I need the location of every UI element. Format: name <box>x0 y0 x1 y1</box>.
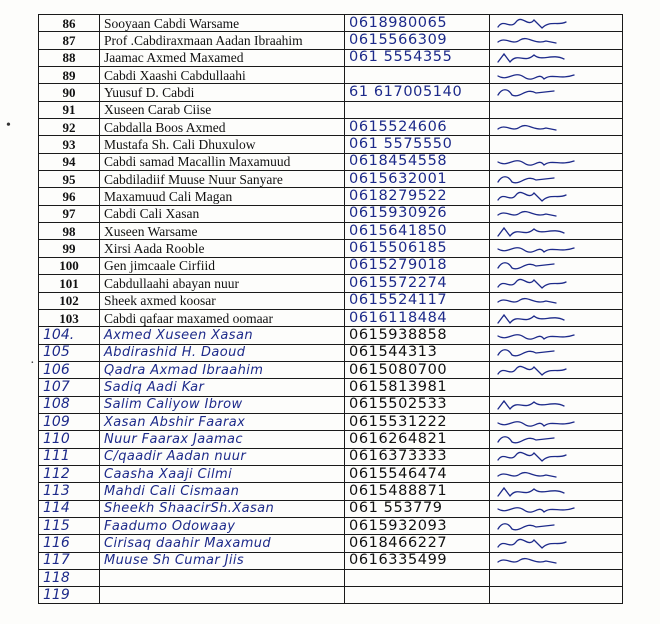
phone-number: 061 553779 <box>345 500 490 517</box>
member-name: Cabdi Xaashi Cabdullaahi <box>100 67 345 84</box>
phone-number: 0615938858 <box>345 327 490 344</box>
signature-scribble <box>494 519 604 534</box>
row-number: 107 <box>39 379 100 396</box>
table-row <box>39 361 623 378</box>
attendance-table <box>38 14 623 604</box>
margin-mark: • <box>6 118 11 133</box>
signature-cell <box>490 49 623 66</box>
signature-cell <box>490 240 623 257</box>
row-number: 95 <box>39 171 100 188</box>
member-name: Mustafa Sh. Cali Dhuxulow <box>100 136 345 153</box>
signature-cell <box>490 32 623 49</box>
signature-cell <box>490 205 623 222</box>
member-name: Salim Caliyow Ibrow <box>100 396 345 413</box>
signature-scribble <box>494 172 604 187</box>
table-row <box>39 188 623 205</box>
row-number: 111 <box>39 448 100 465</box>
table-row <box>39 344 623 361</box>
row-number: 103 <box>39 309 100 326</box>
row-number: 88 <box>39 49 100 66</box>
member-name: Sooyaan Cabdi Warsame <box>100 15 345 32</box>
phone-number: 061 5575550 <box>345 136 490 153</box>
phone-number: 0615566309 <box>345 32 490 49</box>
table-row <box>39 171 623 188</box>
row-number: 113 <box>39 483 100 500</box>
table-row <box>39 292 623 309</box>
phone-number: 0618279522 <box>345 188 490 205</box>
table-row <box>39 379 623 396</box>
phone-number: 061 5554355 <box>345 49 490 66</box>
table-row <box>39 396 623 413</box>
signature-cell <box>490 517 623 534</box>
signature-scribble <box>494 432 604 447</box>
signature-cell <box>490 67 623 84</box>
table-row <box>39 67 623 84</box>
row-number: 117 <box>39 552 100 569</box>
member-name: Xuseen Warsame <box>100 223 345 240</box>
phone-number <box>345 587 490 604</box>
row-number: 90 <box>39 84 100 101</box>
signature-scribble <box>494 293 604 308</box>
signature-scribble <box>494 345 604 360</box>
table-row <box>39 570 623 587</box>
table-row <box>39 517 623 534</box>
margin-mark: · <box>30 356 35 371</box>
signature-cell <box>490 361 623 378</box>
member-name: Faadumo Odowaay <box>100 517 345 534</box>
table-row <box>39 431 623 448</box>
signature-cell <box>490 84 623 101</box>
signature-cell <box>490 587 623 604</box>
table-row <box>39 223 623 240</box>
row-number: 94 <box>39 153 100 170</box>
row-number: 87 <box>39 32 100 49</box>
row-number: 98 <box>39 223 100 240</box>
member-name: Sadiq Aadi Kar <box>100 379 345 396</box>
member-name: Sheek axmed koosar <box>100 292 345 309</box>
signature-cell <box>490 188 623 205</box>
signature-scribble <box>494 120 604 135</box>
member-name: Nuur Faarax Jaamac <box>100 431 345 448</box>
member-name <box>100 587 345 604</box>
member-name: Mahdi Cali Cismaan <box>100 483 345 500</box>
signature-cell <box>490 396 623 413</box>
signature-cell <box>490 379 623 396</box>
phone-number: 0618466227 <box>345 535 490 552</box>
row-number: 114 <box>39 500 100 517</box>
row-number: 91 <box>39 101 100 118</box>
signature-scribble <box>494 68 604 83</box>
signature-cell <box>490 292 623 309</box>
signature-scribble <box>494 241 604 256</box>
signature-cell <box>490 344 623 361</box>
table-row <box>39 101 623 118</box>
table-row <box>39 275 623 292</box>
phone-number: 061544313 <box>345 344 490 361</box>
phone-number: 0615080700 <box>345 361 490 378</box>
signature-scribble <box>494 311 604 326</box>
table-row <box>39 309 623 326</box>
member-name: Cabdiladiif Muuse Nuur Sanyare <box>100 171 345 188</box>
row-number: 100 <box>39 257 100 274</box>
phone-number <box>345 570 490 587</box>
signature-cell <box>490 570 623 587</box>
signature-scribble <box>494 415 604 430</box>
signature-cell <box>490 500 623 517</box>
signature-cell <box>490 257 623 274</box>
signature-cell <box>490 327 623 344</box>
signature-cell <box>490 119 623 136</box>
phone-number: 61 617005140 <box>345 84 490 101</box>
row-number: 109 <box>39 413 100 430</box>
table-row <box>39 153 623 170</box>
member-name: Abdirashid H. Daoud <box>100 344 345 361</box>
signature-cell <box>490 413 623 430</box>
phone-number <box>345 67 490 84</box>
signature-scribble <box>494 397 604 412</box>
member-name: Xuseen Carab Ciise <box>100 101 345 118</box>
member-name: Cabdalla Boos Axmed <box>100 119 345 136</box>
signature-scribble <box>494 258 604 273</box>
phone-number: 0615531222 <box>345 413 490 430</box>
signature-scribble <box>494 276 604 291</box>
phone-number: 0615524606 <box>345 119 490 136</box>
table-row <box>39 205 623 222</box>
row-number: 92 <box>39 119 100 136</box>
signature-scribble <box>494 484 604 499</box>
signature-cell <box>490 101 623 118</box>
signature-scribble <box>494 154 604 169</box>
signature-cell <box>490 431 623 448</box>
phone-number: 0615524117 <box>345 292 490 309</box>
row-number: 97 <box>39 205 100 222</box>
signature-cell <box>490 153 623 170</box>
member-name: Prof .Cabdiraxmaan Aadan Ibraahim <box>100 32 345 49</box>
signature-scribble <box>494 449 604 464</box>
row-number: 110 <box>39 431 100 448</box>
phone-number <box>345 101 490 118</box>
row-number: 116 <box>39 535 100 552</box>
signature-cell <box>490 309 623 326</box>
signature-cell <box>490 448 623 465</box>
member-name: Sheekh ShaacirSh.Xasan <box>100 500 345 517</box>
row-number: 108 <box>39 396 100 413</box>
table-row <box>39 483 623 500</box>
row-number: 119 <box>39 587 100 604</box>
row-number: 86 <box>39 15 100 32</box>
phone-number: 0615279018 <box>345 257 490 274</box>
member-name: Gen jimcaale Cirfiid <box>100 257 345 274</box>
phone-number: 0618454558 <box>345 153 490 170</box>
signature-scribble <box>494 363 604 378</box>
row-number: 106 <box>39 361 100 378</box>
table-row <box>39 535 623 552</box>
phone-number: 0616373333 <box>345 448 490 465</box>
phone-number: 0615488871 <box>345 483 490 500</box>
phone-number: 0615632001 <box>345 171 490 188</box>
row-number: 99 <box>39 240 100 257</box>
signature-scribble <box>494 33 604 48</box>
member-name: Qadra Axmad Ibraahim <box>100 361 345 378</box>
signature-scribble <box>494 85 604 100</box>
row-number: 105 <box>39 344 100 361</box>
member-name: Maxamuud Cali Magan <box>100 188 345 205</box>
signature-cell <box>490 275 623 292</box>
phone-number: 0615930926 <box>345 205 490 222</box>
signature-cell <box>490 535 623 552</box>
row-number: 104. <box>39 327 100 344</box>
signature-scribble <box>494 553 604 568</box>
table-row <box>39 500 623 517</box>
table-row <box>39 448 623 465</box>
member-name: Cirisaq daahir Maxamud <box>100 535 345 552</box>
signature-scribble <box>494 16 604 31</box>
member-name <box>100 570 345 587</box>
row-number: 89 <box>39 67 100 84</box>
member-name: Xasan Abshir Faarax <box>100 413 345 430</box>
member-name: Cabdi Cali Xasan <box>100 205 345 222</box>
table-row <box>39 552 623 569</box>
signature-cell <box>490 465 623 482</box>
member-name: Cabdi samad Macallin Maxamuud <box>100 153 345 170</box>
signature-scribble <box>494 206 604 221</box>
phone-number: 0615546474 <box>345 465 490 482</box>
row-number: 101 <box>39 275 100 292</box>
table-row <box>39 119 623 136</box>
row-number: 102 <box>39 292 100 309</box>
table-row <box>39 587 623 604</box>
table-row <box>39 413 623 430</box>
row-number: 115 <box>39 517 100 534</box>
signature-cell <box>490 136 623 153</box>
member-name: Yuusuf D. Cabdi <box>100 84 345 101</box>
signature-cell <box>490 552 623 569</box>
table-row <box>39 327 623 344</box>
member-name: Muuse Sh Cumar Jiis <box>100 552 345 569</box>
table-row <box>39 465 623 482</box>
signature-scribble <box>494 189 604 204</box>
signature-scribble <box>494 536 604 551</box>
member-name: Xirsi Aada Rooble <box>100 240 345 257</box>
row-number: 96 <box>39 188 100 205</box>
table-row <box>39 32 623 49</box>
member-name: C/qaadir Aadan nuur <box>100 448 345 465</box>
table-row <box>39 257 623 274</box>
signature-cell <box>490 171 623 188</box>
table-row <box>39 240 623 257</box>
member-name: Jaamac Axmed Maxamed <box>100 49 345 66</box>
phone-number: 0616335499 <box>345 552 490 569</box>
signature-cell <box>490 223 623 240</box>
signature-scribble <box>494 328 604 343</box>
member-name: Axmed Xuseen Xasan <box>100 327 345 344</box>
member-name: Caasha Xaaji Cilmi <box>100 465 345 482</box>
signature-scribble <box>494 224 604 239</box>
phone-number: 0616118484 <box>345 309 490 326</box>
phone-number: 0615502533 <box>345 396 490 413</box>
phone-number: 0615572274 <box>345 275 490 292</box>
signature-cell <box>490 15 623 32</box>
table-row <box>39 15 623 32</box>
table-row <box>39 49 623 66</box>
table-row <box>39 136 623 153</box>
phone-number: 0615506185 <box>345 240 490 257</box>
phone-number: 0616264821 <box>345 431 490 448</box>
row-number: 112 <box>39 465 100 482</box>
row-number: 93 <box>39 136 100 153</box>
row-number: 118 <box>39 570 100 587</box>
table-row <box>39 84 623 101</box>
phone-number: 0615641850 <box>345 223 490 240</box>
signature-scribble <box>494 501 604 516</box>
phone-number: 0615932093 <box>345 517 490 534</box>
member-name: Cabdi qafaar maxamed oomaar <box>100 309 345 326</box>
signature-scribble <box>494 467 604 482</box>
signature-scribble <box>494 50 604 65</box>
member-name: Cabdullaahi abayan nuur <box>100 275 345 292</box>
phone-number: 0615813981 <box>345 379 490 396</box>
signature-cell <box>490 483 623 500</box>
phone-number: 0618980065 <box>345 15 490 32</box>
